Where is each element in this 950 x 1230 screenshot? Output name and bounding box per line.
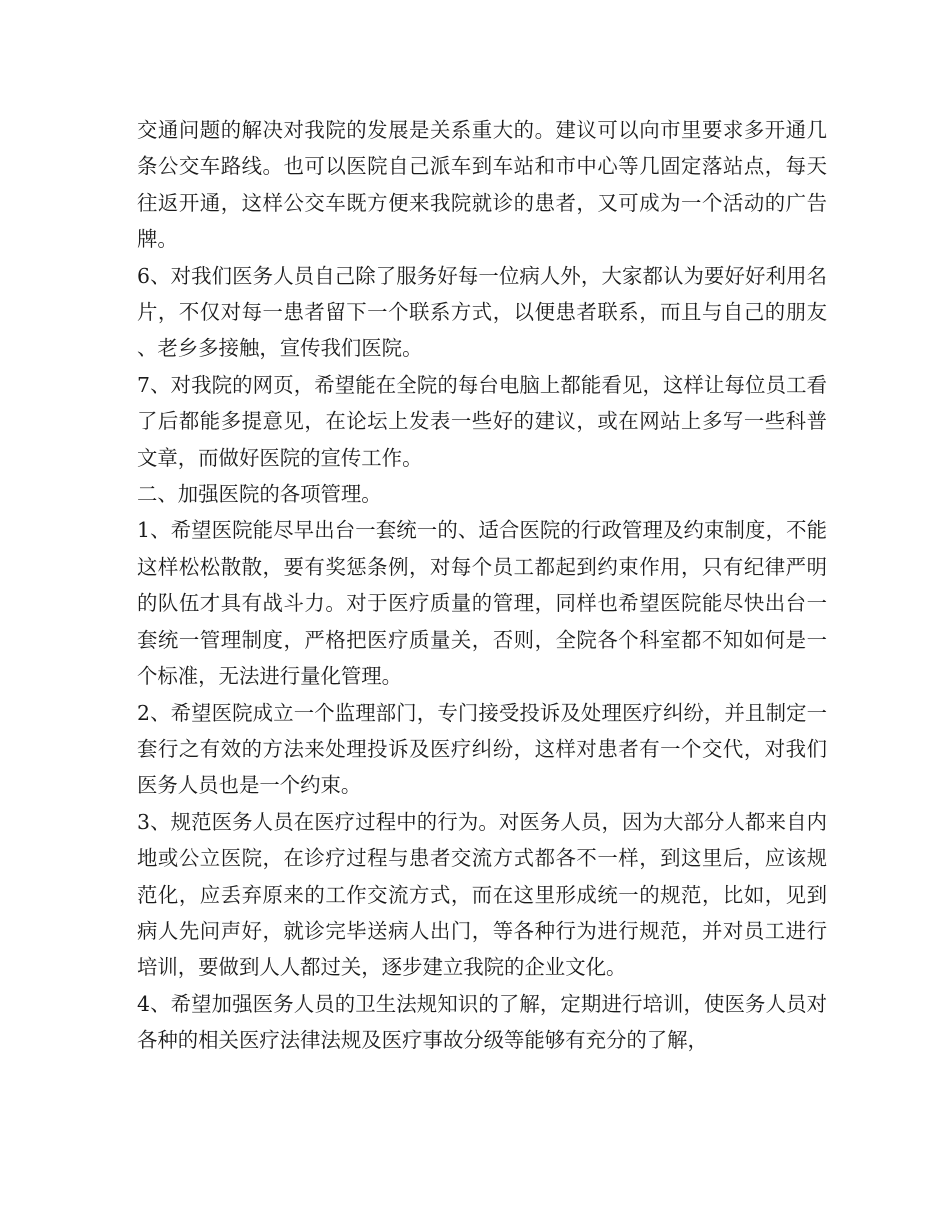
paragraph-item-1: 1、希望医院能尽早出台一套统一的、适合医院的行政管理及约束制度，不能这样松松散散，要有奖惩条例，对每个员工都起到约束作用，只有纪律严明的队伍才具有战斗力。对于医疗质量的管理，同样也希望医院能尽快出台一套统一管理制度，严格把医疗质量关，否则，全院各个科室都不知如何是一个标准，无法进行量化管理。 [137, 518, 827, 689]
paragraph-item-3: 3、规范医务人员在医疗过程中的行为。对医务人员，因为大部分人都来自内地或公立医院，在诊疗过程与患者交流方式都各不一样，到这里后，应该规范化，应丢弃原来的工作交流方式，而在这里形成统一的规范，比如，见到病人先问声好，就诊完毕送病人出门，等各种行为进行规范，并对员工进行培训，要做到人人都过关，逐步建立我院的企业文化。 [137, 809, 827, 980]
paragraph-item-2: 2、希望医院成立一个监理部门，专门接受投诉及处理医疗纠纷，并且制定一套行之有效的方法来处理投诉及医疗纠纷，这样对患者有一个交代，对我们医务人员也是一个约束。 [137, 700, 827, 798]
document-body [137, 112, 827, 1059]
paragraph-item-6: 6、对我们医务人员自己除了服务好每一位病人外，大家都认为要好好利用名片，不仅对每一患者留下一个联系方式，以便患者联系，而且与自己的朋友、老乡多接触，宣传我们医院。 [137, 263, 827, 361]
paragraph-item-7: 7、对我院的网页，希望能在全院的每台电脑上都能看见，这样让每位员工看了后都能多提意见，在论坛上发表一些好的建议，或在网站上多写一些科普文章，而做好医院的宣传工作。 [137, 372, 827, 470]
paragraph-transport: 交通问题的解决对我院的发展是关系重大的。建议可以向市里要求多开通几条公交车路线。也可以医院自己派车到车站和市中心等几固定落站点，每天往返开通，这样公交车既方便来我院就诊的患者，又可成为一个活动的广告牌。 [137, 118, 827, 252]
paragraph-item-4: 4、希望加强医务人员的卫生法规知识的了解，定期进行培训，使医务人员对各种的相关医疗法律法规及医疗事故分级等能够有充分的了解， [137, 991, 827, 1053]
section-heading-management: 二、加强医院的各项管理。 [137, 482, 382, 507]
